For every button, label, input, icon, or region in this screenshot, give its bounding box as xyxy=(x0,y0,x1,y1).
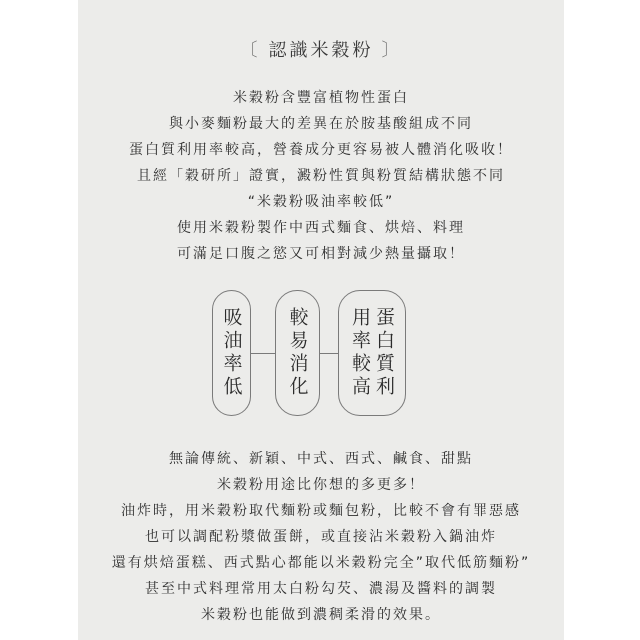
usage-line: 甚至中式料理常用太白粉勾芡、濃湯及醬料的調製 xyxy=(145,581,497,597)
feature-protein-label xyxy=(348,307,396,399)
intro-line: 使用米穀粉製作中西式麵食、烘焙、料理 xyxy=(177,220,465,236)
connector-line xyxy=(319,353,339,354)
feature-protein-line: 用率較高 xyxy=(349,307,371,399)
title-bracket-open: 〔 xyxy=(239,40,261,61)
feature-easy-digest xyxy=(275,290,320,416)
intro-line: 蛋白質利用率較高，營養成分更容易被人體消化吸收！ xyxy=(129,142,513,158)
content-panel xyxy=(78,0,564,640)
usage-line: 米穀粉也能做到濃稠柔滑的效果。 xyxy=(201,607,441,623)
feature-easy-digest-label: 較易消化 xyxy=(286,307,309,399)
title-text: 認識米穀粉 xyxy=(268,40,374,61)
intro-line: 米穀粉含豐富植物性蛋白 xyxy=(233,90,409,106)
feature-protein-utilization xyxy=(338,290,406,416)
usage-line: 還有烘焙蛋糕、西式點心都能以米穀粉完全”取代低筋麵粉” xyxy=(111,555,531,571)
usage-line: 米穀粉用途比你想的多更多！ xyxy=(217,477,425,493)
feature-diagram xyxy=(78,290,564,420)
usage-paragraph xyxy=(78,446,564,628)
intro-paragraph xyxy=(78,85,564,267)
feature-protein-line: 蛋白質利 xyxy=(373,307,395,399)
connector-line xyxy=(250,353,276,354)
title-bracket-close: 〕 xyxy=(381,40,403,61)
section-title xyxy=(78,36,564,62)
feature-low-oil xyxy=(212,290,251,416)
usage-line: 無論傳統、新穎、中式、西式、鹹食、甜點 xyxy=(169,451,473,467)
feature-low-oil-label: 吸油率低 xyxy=(220,307,243,399)
usage-line: 油炸時，用米穀粉取代麵粉或麵包粉，比較不會有罪惡感 xyxy=(121,503,521,519)
intro-line: 且經「穀研所」證實，澱粉性質與粉質結構狀態不同 xyxy=(137,168,505,184)
intro-line: 與小麥麵粉最大的差異在於胺基酸組成不同 xyxy=(169,116,473,132)
intro-line: “米穀粉吸油率較低” xyxy=(247,194,395,210)
intro-line: 可滿足口腹之慾又可相對減少熱量攝取！ xyxy=(177,246,465,262)
usage-line: 也可以調配粉漿做蛋餅，或直接沾米穀粉入鍋油炸 xyxy=(145,529,497,545)
